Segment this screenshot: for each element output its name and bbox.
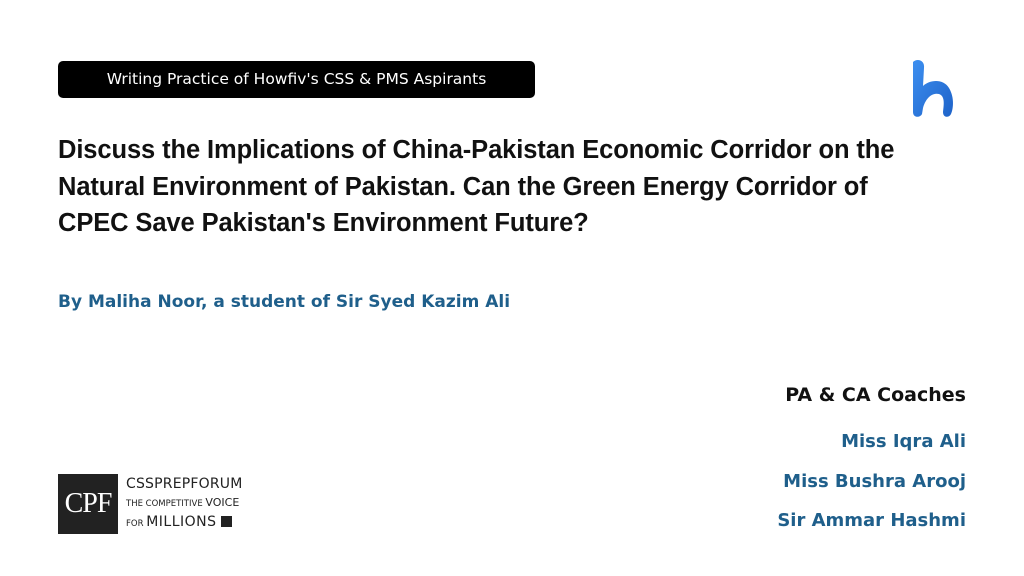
cpf-tagline-millions-line xyxy=(126,513,266,533)
cpf-tagline-for: FOR xyxy=(126,519,144,529)
coach-name: Miss Bushra Arooj xyxy=(783,471,966,492)
cpf-tagline-voice: VOICE xyxy=(205,496,240,509)
howfiv-h-logo-icon xyxy=(903,56,961,120)
coaches-heading: PA & CA Coaches xyxy=(785,384,966,406)
author-byline: By Maliha Noor, a student of Sir Syed Kazim Ali xyxy=(58,292,511,312)
cpf-brand-name: CSSPREPFORUM xyxy=(126,476,243,492)
article-title: Discuss the Implications of China-Pakistan Economic Corridor on the Natural Environment of Pakistan. Can the Green Energy Corridor of CPEC Save Pakistan's Environment Future? xyxy=(58,136,895,237)
cpf-tagline-prefix: THE COMPETITIVE xyxy=(126,499,203,509)
cpf-logo-box: CPF xyxy=(58,474,118,534)
coach-name: Sir Ammar Hashmi xyxy=(777,510,966,531)
writing-practice-tag: Writing Practice of Howfiv's CSS & PMS Aspirants xyxy=(58,61,535,98)
cpf-tagline xyxy=(126,494,266,513)
square-icon xyxy=(221,516,232,527)
cpf-tagline-millions: MILLIONS xyxy=(146,514,217,530)
cpf-logo-text xyxy=(126,474,266,533)
coach-name: Miss Iqra Ali xyxy=(841,431,966,452)
